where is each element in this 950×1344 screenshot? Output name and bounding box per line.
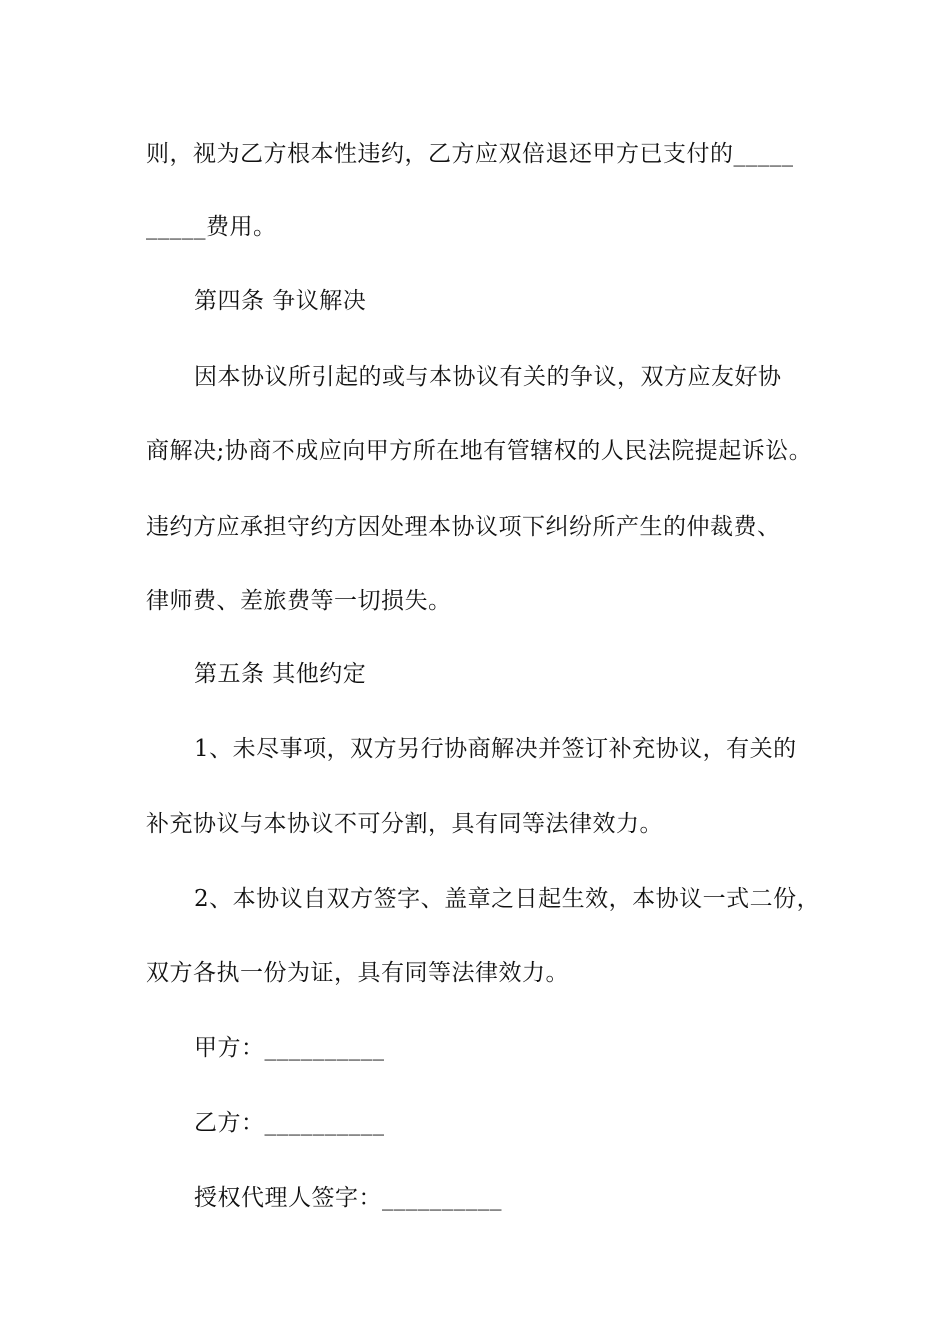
section-heading-article-5: 第五条 其他约定 (194, 661, 367, 687)
section-heading-article-4: 第四条 争议解决 (194, 288, 367, 314)
paragraph-line: 商解决;协商不成应向甲方所在地有管辖权的人民法院提起诉讼。 (146, 438, 813, 464)
paragraph-line: 则，视为乙方根本性违约，乙方应双倍退还甲方已支付的_____ (146, 141, 794, 167)
paragraph-line: 因本协议所引起的或与本协议有关的争议，双方应友好协 (194, 364, 782, 390)
paragraph-line: 2、本协议自双方签字、盖章之日起生效，本协议一式二份， (194, 886, 821, 912)
signature-line-party-b: 乙方：__________ (194, 1110, 385, 1136)
signature-line-party-a: 甲方：__________ (194, 1035, 385, 1061)
paragraph-line: 违约方应承担守约方因处理本协议项下纠纷所产生的仲裁费、 (146, 514, 781, 540)
paragraph-line: 1、未尽事项，双方另行协商解决并签订补充协议，有关的 (194, 736, 797, 762)
paragraph-line: 双方各执一份为证，具有同等法律效力。 (146, 960, 569, 986)
paragraph-line: _____费用。 (146, 214, 277, 240)
paragraph-line: 补充协议与本协议不可分割，具有同等法律效力。 (146, 811, 663, 837)
paragraph-line: 律师费、差旅费等一切损失。 (146, 588, 452, 614)
signature-line-agent: 授权代理人签字：__________ (194, 1185, 502, 1211)
